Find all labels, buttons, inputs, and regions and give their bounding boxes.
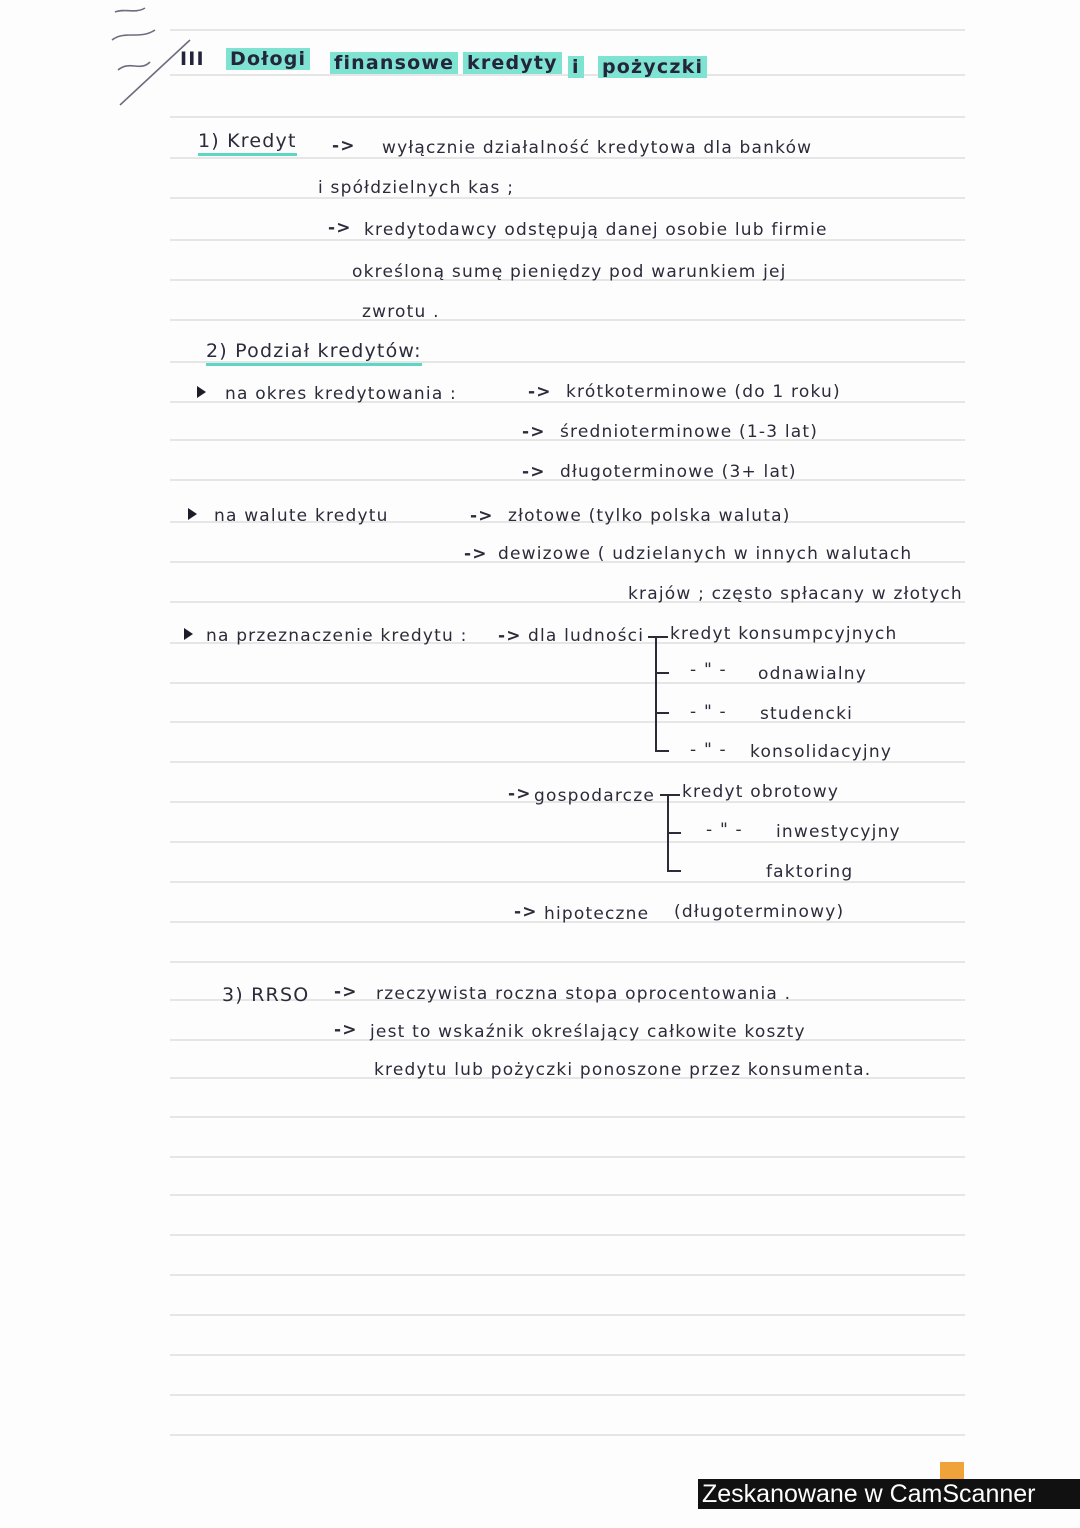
ditto-mark: - " -	[706, 820, 743, 840]
arrow-icon: ->	[522, 422, 546, 442]
title-word-2: finansowe	[330, 52, 458, 74]
section-3-line-3: kredytu lub pożyczki ponoszone przez konsumenta.	[374, 1060, 872, 1080]
arrow-icon: ->	[470, 506, 494, 526]
okres-label: na okres kredytowania :	[225, 384, 457, 404]
section-3-line-2: jest to wskaźnik określający całkowite koszty	[370, 1022, 806, 1042]
okres-item-1: krótkoterminowe (do 1 roku)	[566, 382, 841, 402]
arrow-icon: ->	[334, 1020, 358, 1040]
section-1-label: 1) Kredyt	[198, 130, 297, 152]
hipoteczne-label: hipoteczne	[544, 904, 650, 924]
section-1-line-1: wyłącznie działalność kredytowa dla banków	[382, 138, 813, 158]
gospodarcze-item-2: inwestycyjny	[776, 822, 901, 842]
ludnosci-label: dla ludności	[528, 626, 645, 646]
title-word-5: pożyczki	[598, 56, 707, 78]
ditto-mark: - " -	[690, 740, 727, 760]
tree-tick	[648, 636, 668, 638]
arrow-icon: ->	[332, 136, 356, 156]
tree-tick	[667, 870, 681, 872]
arrow-icon: ->	[334, 982, 358, 1002]
title-word-1: Dołogi	[226, 48, 310, 70]
waluta-item-2: dewizowe ( udzielanych w innych walutach	[498, 544, 913, 564]
bullet-icon	[197, 386, 206, 398]
okres-item-3: długoterminowe (3+ lat)	[560, 462, 797, 482]
section-1-line-4: określoną sumę pieniędzy pod warunkiem jej	[352, 262, 787, 282]
margin-scribble	[112, 8, 190, 105]
title-word-3: kredyty	[463, 52, 562, 74]
title-number: III	[180, 48, 205, 70]
ludnosci-item-3: studencki	[760, 704, 854, 724]
tree-tick	[655, 712, 669, 714]
okres-item-2: średnioterminowe (1-3 lat)	[560, 422, 819, 442]
arrow-icon: ->	[508, 784, 532, 804]
arrow-icon: ->	[498, 626, 522, 646]
gospodarcze-label: gospodarcze	[534, 786, 655, 806]
ditto-mark: - " -	[690, 660, 727, 680]
arrow-icon: ->	[328, 218, 352, 238]
tree-tick	[660, 794, 680, 796]
ditto-mark: - " -	[690, 702, 727, 722]
ludnosci-item-4: konsolidacyjny	[750, 742, 893, 762]
arrow-icon: ->	[522, 462, 546, 482]
waluta-item-1: złotowe (tylko polska waluta)	[508, 506, 791, 526]
tree-tick	[655, 750, 669, 752]
waluta-label: na walute kredytu	[214, 506, 389, 526]
ludnosci-item-1: kredyt konsumpcyjnych	[670, 624, 898, 644]
tree-bracket	[655, 636, 657, 752]
section-1-line-3: kredytodawcy odstępują danej osobie lub firmie	[364, 220, 828, 240]
title-word-4: i	[568, 56, 584, 78]
waluta-item-3: krajów ; często spłacany w złotych	[628, 584, 963, 604]
bullet-icon	[184, 628, 193, 640]
gospodarcze-item-3: faktoring	[766, 862, 854, 882]
arrow-icon: ->	[514, 902, 538, 922]
section-3-line-1: rzeczywista roczna stopa oprocentowania .	[376, 984, 792, 1004]
hipoteczne-note: (długoterminowy)	[674, 902, 845, 922]
scanner-watermark: Zeskanowane w CamScanner	[698, 1479, 1080, 1509]
section-1-line-5: zwrotu .	[362, 302, 440, 322]
camscanner-logo-icon	[940, 1462, 964, 1480]
section-2-label: 2) Podział kredytów:	[206, 340, 422, 362]
przeznaczenie-label: na przeznaczenie kredytu :	[206, 626, 468, 646]
section-3-label: 3) RRSO	[222, 984, 310, 1006]
arrow-icon: ->	[528, 382, 552, 402]
tree-tick	[667, 832, 681, 834]
gospodarcze-item-1: kredyt obrotowy	[682, 782, 840, 802]
section-1-line-2: i spółdzielnych kas ;	[318, 178, 515, 198]
bullet-icon	[188, 508, 197, 520]
ludnosci-item-2: odnawialny	[758, 664, 867, 684]
tree-tick	[655, 672, 669, 674]
arrow-icon: ->	[464, 544, 488, 564]
